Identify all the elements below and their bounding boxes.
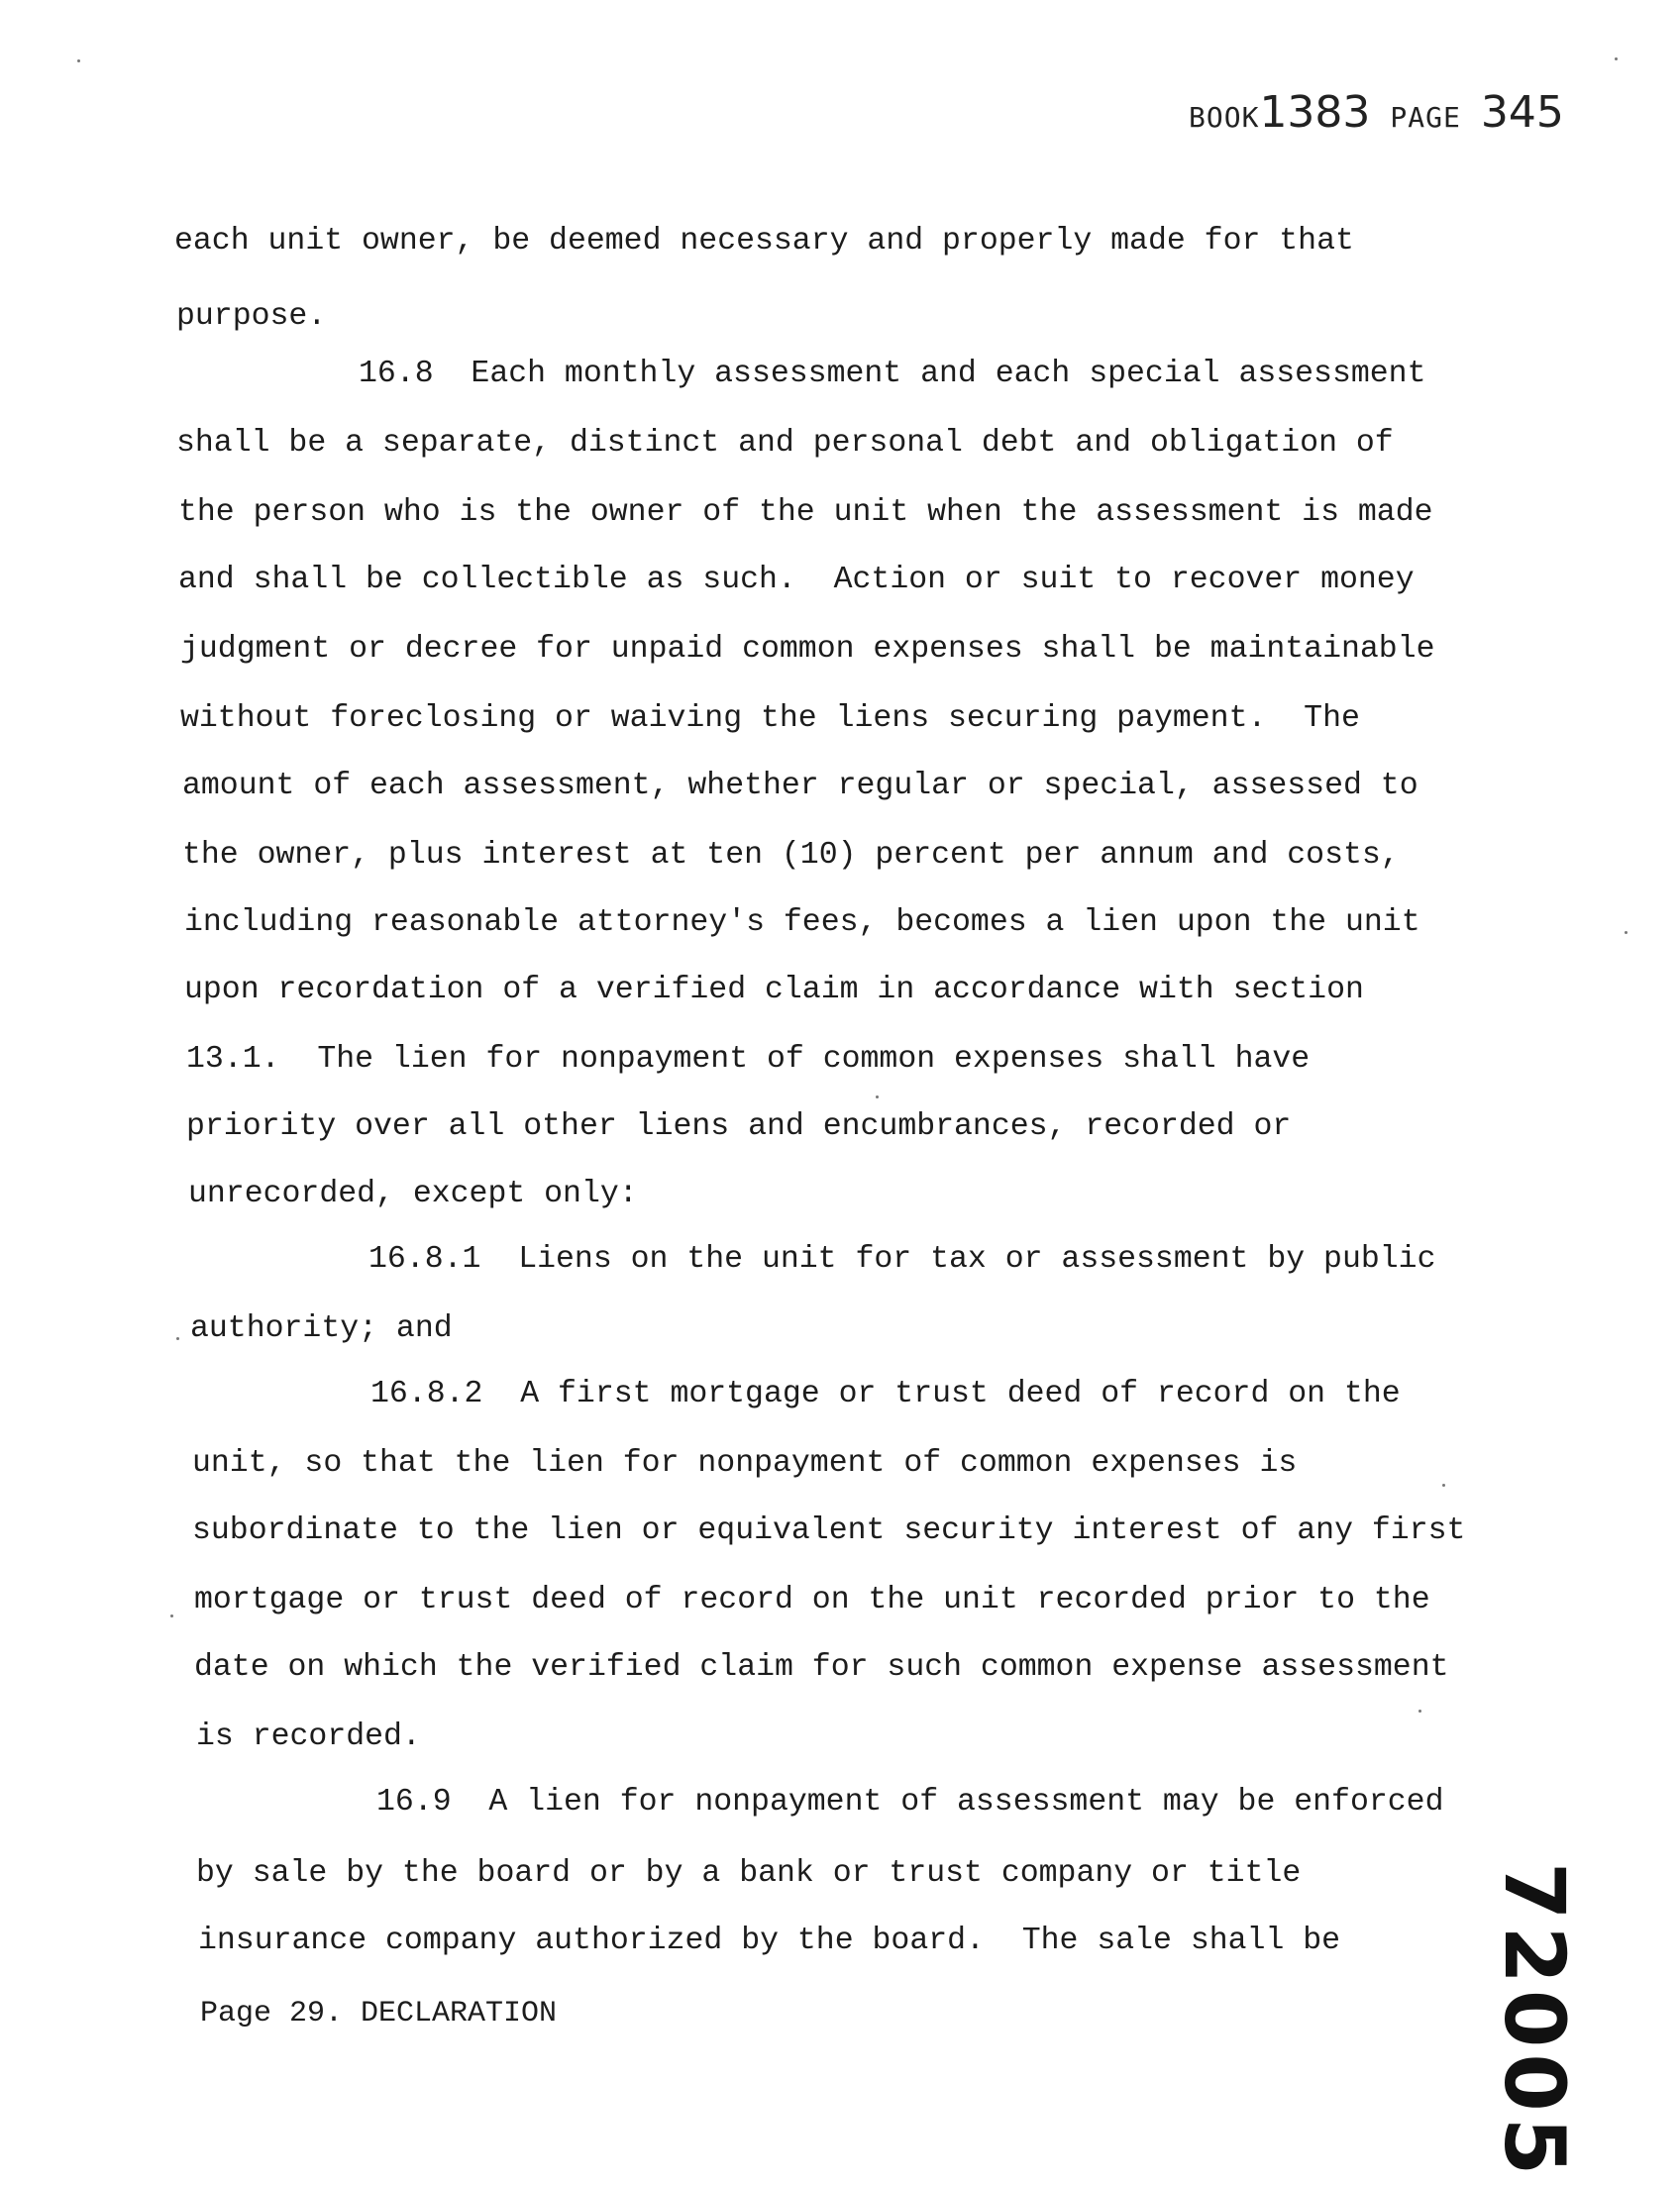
book-label: BOOK [1189, 101, 1260, 134]
recording-number-stamp: 72005 [1486, 1862, 1583, 2182]
body-line: the person who is the owner of the unit when the assessment is made [178, 495, 1433, 530]
book-page-stamp [1189, 87, 1564, 138]
scan-speck [176, 1337, 179, 1340]
body-line: unit, so that the lien for nonpayment of common expenses is [192, 1446, 1298, 1481]
body-line: judgment or decree for unpaid common expenses shall be maintainable [180, 632, 1435, 667]
body-line: 13.1. The lien for nonpayment of common expenses shall have [186, 1042, 1311, 1077]
scan-speck [1442, 1484, 1445, 1487]
scan-speck [77, 59, 80, 62]
scan-speck [876, 1095, 879, 1098]
body-line: is recorded. [196, 1719, 421, 1754]
body-line: the owner, plus interest at ten (10) percent per annum and costs, [182, 838, 1400, 873]
paragraph-16-8-start: 16.8 Each monthly assessment and each special assessment [359, 357, 1426, 391]
page-footer: Page 29. DECLARATION [200, 1997, 558, 2031]
body-line: subordinate to the lien or equivalent security interest of any first [192, 1513, 1466, 1548]
body-line: date on which the verified claim for such common expense assessment [194, 1650, 1449, 1685]
body-line: authority; and [190, 1311, 453, 1346]
book-number: 1383 [1259, 87, 1371, 138]
body-line: mortgage or trust deed of record on the unit recorded prior to the [194, 1583, 1430, 1617]
paragraph-16-9-start: 16.9 A lien for nonpayment of assessment may be enforced [376, 1785, 1444, 1820]
subparagraph-16-8-1: 16.8.1 Liens on the unit for tax or assessment by public [368, 1242, 1436, 1277]
body-line: and shall be collectible as such. Action or suit to recover money [178, 563, 1415, 597]
body-line: amount of each assessment, whether regular or special, assessed to [182, 769, 1418, 803]
body-line: each unit owner, be deemed necessary and properly made for that [174, 224, 1354, 259]
scan-speck [1625, 931, 1628, 934]
body-line: unrecorded, except only: [188, 1177, 638, 1211]
body-line: without foreclosing or waiving the liens securing payment. The [180, 701, 1360, 736]
body-line: priority over all other liens and encumbrances, recorded or [186, 1109, 1292, 1144]
subparagraph-16-8-2: 16.8.2 A first mortgage or trust deed of record on the [370, 1377, 1401, 1411]
scan-speck [1418, 1710, 1421, 1713]
page-label: PAGE [1390, 101, 1461, 134]
body-line: upon recordation of a verified claim in accordance with section [184, 973, 1364, 1007]
body-line: including reasonable attorney's fees, becomes a lien upon the unit [184, 905, 1420, 940]
scan-speck [170, 1614, 173, 1617]
page-number: 345 [1480, 87, 1564, 138]
body-line: by sale by the board or by a bank or trust company or title [196, 1856, 1302, 1891]
scan-speck [1615, 57, 1618, 60]
body-line: insurance company authorized by the board. The sale shall be [198, 1924, 1341, 1958]
body-line: shall be a separate, distinct and personal debt and obligation of [176, 426, 1394, 461]
body-line: purpose. [176, 299, 327, 334]
